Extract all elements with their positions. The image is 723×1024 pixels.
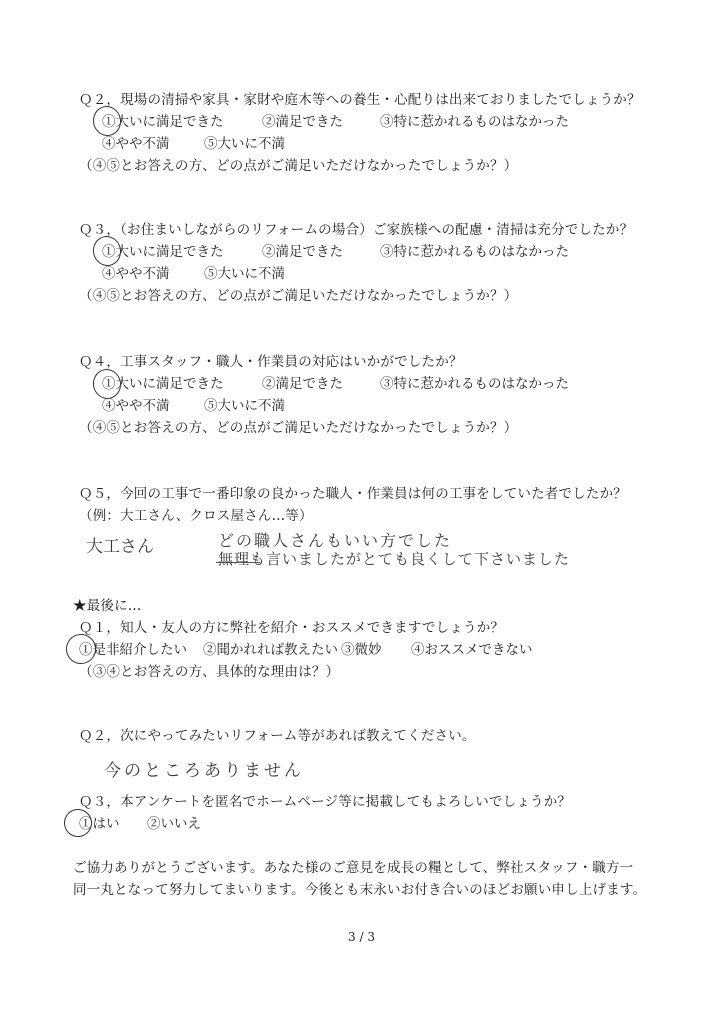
lq1-question: Ｑ１，知人・友人の方に弊社を紹介・おススメできますでしょうか？	[79, 620, 505, 636]
q4-option-2: ②満足できた	[262, 376, 343, 392]
q2-option-4: ④やや不満	[102, 136, 170, 152]
q2-option-2: ②満足できた	[262, 114, 343, 130]
q3-option-5: ⑤大いに不満	[204, 266, 285, 282]
lq3-option-2: ②いいえ	[147, 816, 201, 832]
q2-option-1: ①大いに満足できた	[102, 114, 224, 130]
q4-followup: （④⑤とお答えの方、どの点がご満足いただけなかったでしょうか？）	[79, 420, 518, 436]
closing-line-2: 同一丸となって努力してまいります。今後とも末永いお付き合いのほどお願い申し上げます。	[73, 882, 647, 898]
lq1-option-1: ①是非紹介したい	[79, 642, 187, 658]
q3-question: Ｑ３，（お住まいしながらのリフォームの場合）ご家族様への配慮・清掃は充分でしたか？	[79, 222, 634, 238]
q3-option-4: ④やや不満	[102, 266, 170, 282]
q5-example: （例：大工さん、クロス屋さん…等）	[79, 508, 313, 524]
lq1-option-2: ②聞かれれば教えたい	[203, 642, 338, 658]
lq3-question: Ｑ３，本アンケートを匿名でホームページ等に掲載してもよろしいでしょうか？	[79, 794, 572, 810]
q5-question: Ｑ５，今回の工事で一番印象の良かった職人・作業員は何の工事をしていた者でしたか？	[79, 486, 627, 502]
q3-option-2: ②満足できた	[262, 244, 343, 260]
lq1-option-3: ③微妙	[341, 642, 382, 658]
q4-option-4: ④やや不満	[102, 398, 170, 414]
lq3-option-1: ①はい	[79, 816, 120, 832]
q2-followup: （④⑤とお答えの方、どの点がご満足いただけなかったでしょうか？）	[79, 158, 518, 174]
lq2-question: Ｑ２，次にやってみたいリフォーム等があれば教えてください。	[79, 728, 476, 744]
q5-handwritten-trade: 大工さん	[86, 537, 154, 557]
q4-question: Ｑ４，工事スタッフ・職人・作業員の対応はいかがでしたか？	[79, 354, 463, 370]
q2-question: Ｑ２，現場の清掃や家具・家財や庭木等への養生・心配りは出来ておりましたでしょうか？	[79, 92, 641, 108]
lq2-handwritten-answer: 今のところありません	[104, 761, 304, 781]
lq1-followup: （③④とお答えの方、具体的な理由は？）	[79, 664, 340, 680]
q2-option-5: ⑤大いに不満	[204, 136, 285, 152]
closing-line-1: ご協力ありがとうございます。あなた様のご意見を成長の糧として、弊社スタッフ・職方一	[73, 860, 634, 876]
q2-option-3: ③特に惹かれるものはなかった	[380, 114, 569, 130]
q3-option-1: ①大いに満足できた	[102, 244, 224, 260]
q3-option-3: ③特に惹かれるものはなかった	[380, 244, 569, 260]
q5-handwritten-line2: 無理も言いましたがとても良くして下さいました	[218, 550, 571, 568]
page-number: 3 / 3	[348, 930, 375, 944]
lq1-option-4: ④おススメできない	[411, 642, 533, 658]
q4-option-5: ⑤大いに不満	[204, 398, 285, 414]
last-heading: ★最後に…	[73, 598, 142, 614]
q3-followup: （④⑤とお答えの方、どの点がご満足いただけなかったでしょうか？）	[79, 288, 518, 304]
q5-handwritten-line1: どの職人さんもいい方でした	[218, 531, 453, 550]
q4-option-3: ③特に惹かれるものはなかった	[380, 376, 569, 392]
q4-option-1: ①大いに満足できた	[102, 376, 224, 392]
q5-strikethrough	[216, 562, 260, 563]
